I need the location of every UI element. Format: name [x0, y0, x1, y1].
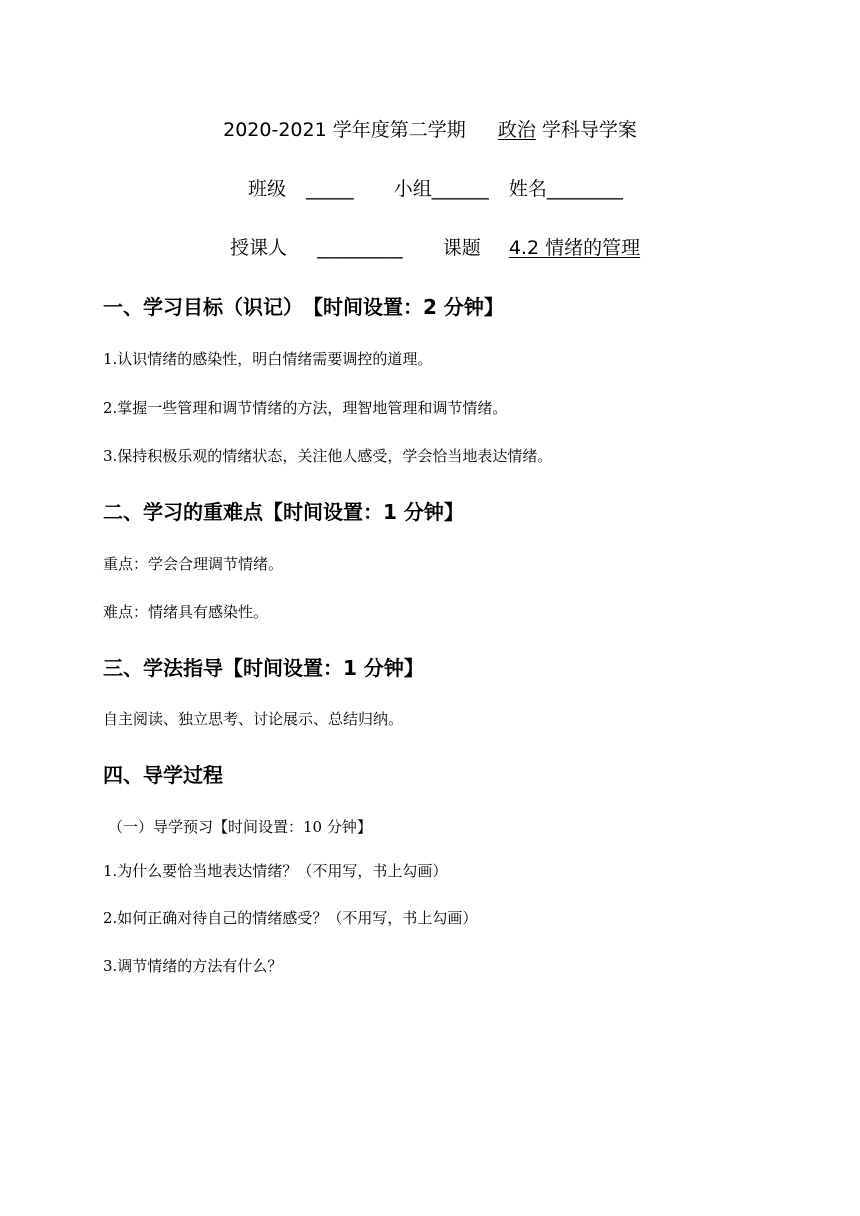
- group-field: 小组______: [393, 178, 489, 200]
- name-field: 姓名________: [508, 178, 623, 200]
- class-blank: _____: [306, 178, 354, 200]
- focus-text: 重点：学会合理调节情绪。: [103, 555, 284, 573]
- method-text: 自主阅读、独立思考、讨论展示、总结归纳。: [103, 710, 404, 728]
- term-label: 2020-2021 学年度第二学期: [223, 119, 466, 141]
- preview-subheading: （一）导学预习【时间设置：10 分钟】: [108, 818, 372, 836]
- process-item: 1.为什么要恰当地表达情绪？（不用写，书上勾画）: [103, 862, 448, 880]
- topic-value: 4.2 情绪的管理: [508, 237, 641, 259]
- method-heading: 三、学法指导【时间设置：1 分钟】: [103, 656, 424, 680]
- process-item: 2.如何正确对待自己的情绪感受？（不用写，书上勾画）: [103, 909, 478, 927]
- difficulty-text: 难点：情绪具有感染性。: [103, 603, 269, 621]
- goal-item: 1.认识情绪的感染性，明白情绪需要调控的道理。: [103, 350, 433, 368]
- lesson-info-line: [230, 233, 640, 260]
- goal-item: 2.掌握一些管理和调节情绪的方法，理智地管理和调节情绪。: [103, 399, 508, 417]
- teacher-blank: _________: [317, 237, 403, 259]
- process-item: 3.调节情绪的方法有什么？: [103, 957, 283, 975]
- doc-type-label: 学科导学案: [541, 119, 637, 141]
- goals-heading: 一、学习目标（识记） 【时间设置：2 分钟】: [103, 295, 504, 319]
- key-points-heading: 二、学习的重难点【时间设置：1 分钟】: [103, 500, 464, 524]
- title-line: [0, 115, 860, 142]
- teacher-label: 授课人: [230, 237, 288, 259]
- topic-label: 课题: [442, 237, 481, 259]
- goal-item: 3.保持积极乐观的情绪状态，关注他人感受，学会恰当地表达情绪。: [103, 447, 553, 465]
- class-label: 班级: [248, 178, 287, 200]
- student-info-line: [248, 174, 623, 201]
- subject-value: 政治: [497, 119, 536, 141]
- process-heading: 四、导学过程: [103, 763, 223, 787]
